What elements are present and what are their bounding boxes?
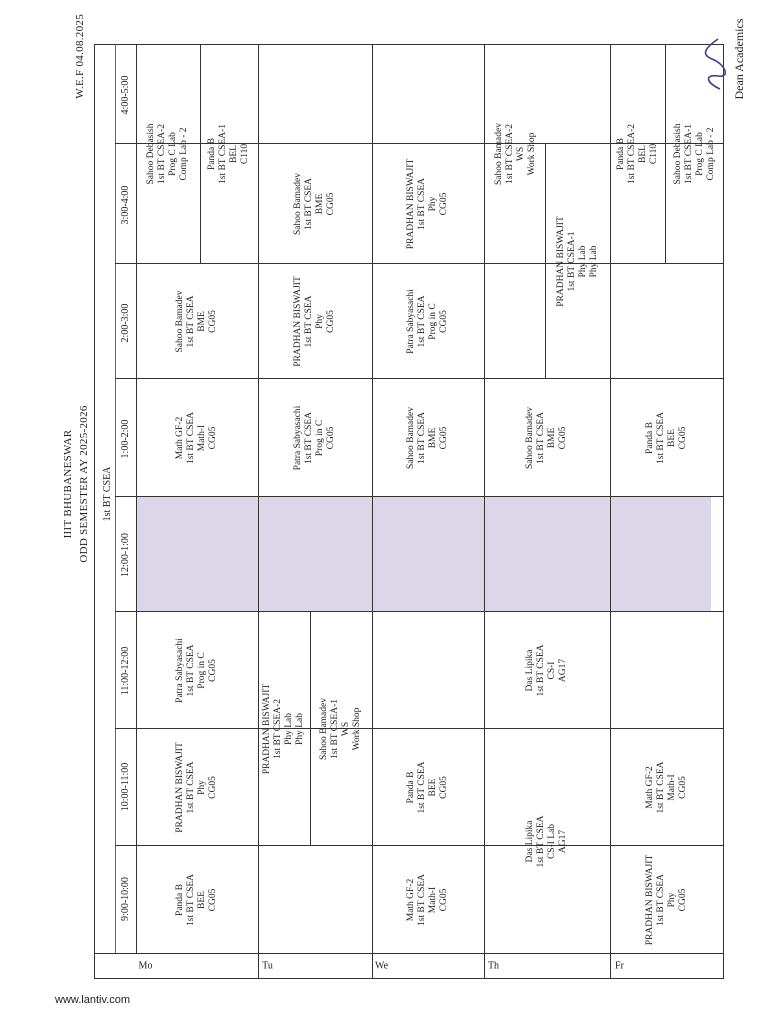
time-slot-label: 9:00-10:00 — [120, 877, 131, 921]
lab-cell: PRADHAN BISWAJIT 1st BT CSEA-1 Phy Lab Phy Lab — [555, 216, 599, 307]
time-slot-label: 11:00-12:00 — [120, 646, 131, 696]
class-cell: Patra Sabyasachi 1st BT CSEA Prog in C CG05 — [293, 405, 336, 471]
time-slot-label: 3:00-4:00 — [120, 185, 131, 225]
day-label-wednesday: We — [374, 960, 389, 972]
class-cell: Math GF-2 1st BT CSEA Math-I CG05 — [645, 761, 688, 814]
wef-date: W.E.F 04.08.2025 — [74, 14, 86, 99]
class-cell: Patra Sabyasachi 1st BT CSEA Prog in C CG05 — [406, 289, 449, 354]
day-label-thursday: Th — [487, 960, 500, 972]
class-cell: PRADHAN BISWAJIT 1st BT CSEA Phy CG05 — [293, 276, 336, 367]
signature-title: Dean Academics — [732, 18, 746, 100]
lab-cell: Sahoo Debasish 1st BT CSEA-2 Prog C Lab Comp Lab - 2 — [146, 123, 189, 185]
class-cell: Sahoo Bamadev 1st BT CSEA BME CG05 — [175, 290, 218, 353]
class-cell: PRADHAN BISWAJIT 1st BT CSEA Phy CG05 — [406, 158, 449, 250]
class-cell: Patra Sabyasachi 1st BT CSEA Prog in C CG05 — [175, 638, 218, 703]
lab-cell: Sahoo Bamadev 1st BT CSEA-1 WS Work Shop — [319, 698, 362, 761]
lab-cell: Das Lipika 1st BT CSEA CS-I Lab AG17 — [525, 815, 568, 868]
time-slot-label: 1:00-2:00 — [120, 419, 131, 459]
semester-title: ODD SEMESTER AY 2025-2026 — [78, 405, 90, 563]
class-cell: Sahoo Bamadev 1st BT CSEA BME CG05 — [525, 407, 568, 470]
day-label-monday: Mo — [138, 960, 153, 972]
class-cell: Panda B 1st BT CSEA BEE CG05 — [406, 761, 449, 814]
class-cell: Sahoo Bamadev 1st BT CSEA BME CG05 — [293, 173, 336, 236]
section-label: 1st BT CSEA — [102, 466, 113, 522]
class-cell: Math GF-2 1st BT CSEA Math-I CG05 — [406, 873, 449, 927]
footer-url-visible: www.lantiv.com — [55, 994, 130, 1006]
time-slot-label: 10:00-11:00 — [120, 762, 131, 812]
class-cell: PRADHAN BISWAJIT 1st BT CSEA Phy CG05 — [175, 742, 218, 833]
lab-cell: Sahoo Bamadev 1st BT CSEA-2 WS Work Shop — [493, 123, 537, 186]
signature-mark — [700, 34, 730, 94]
time-slot-label: 12:00-1:00 — [120, 533, 131, 577]
lab-cell: Panda B 1st BT CSEA-1 BEL C110 — [207, 124, 250, 185]
day-label-tuesday: Tu — [262, 960, 273, 972]
time-slot-label: 2:00-3:00 — [120, 303, 131, 343]
day-label-friday: Fr — [615, 960, 624, 972]
class-cell: PRADHAN BISWAJIT 1st BT CSEA Phy CG05 — [645, 854, 688, 946]
class-cell: Das Lipika 1st BT CSEA CS-I AG17 — [525, 644, 568, 697]
institute-title: IIIT BHUBANESWAR — [62, 429, 74, 539]
section-header-divider — [115, 44, 116, 954]
time-slot-label: 4:00-5:00 — [120, 75, 131, 115]
class-cell: Sahoo Bamadev 1st BT CSEA BME CG05 — [406, 407, 449, 470]
class-cell: Math GF-2 1st BT CSEA Math-I CG05 — [175, 411, 218, 465]
lab-cell: Sahoo Debasish 1st BT CSEA-1 Prog C Lab Comp Lab - 2 — [672, 123, 716, 185]
class-cell: Panda B 1st BT CSEA BEE CG05 — [645, 411, 688, 465]
lab-cell: Panda B 1st BT CSEA-2 BEL C110 — [615, 124, 659, 185]
lab-cell: PRADHAN BISWAJIT 1st BT CSEA-2 Phy Lab Phy Lab — [262, 683, 305, 775]
class-cell: Panda B 1st BT CSEA BEE CG05 — [175, 873, 218, 927]
